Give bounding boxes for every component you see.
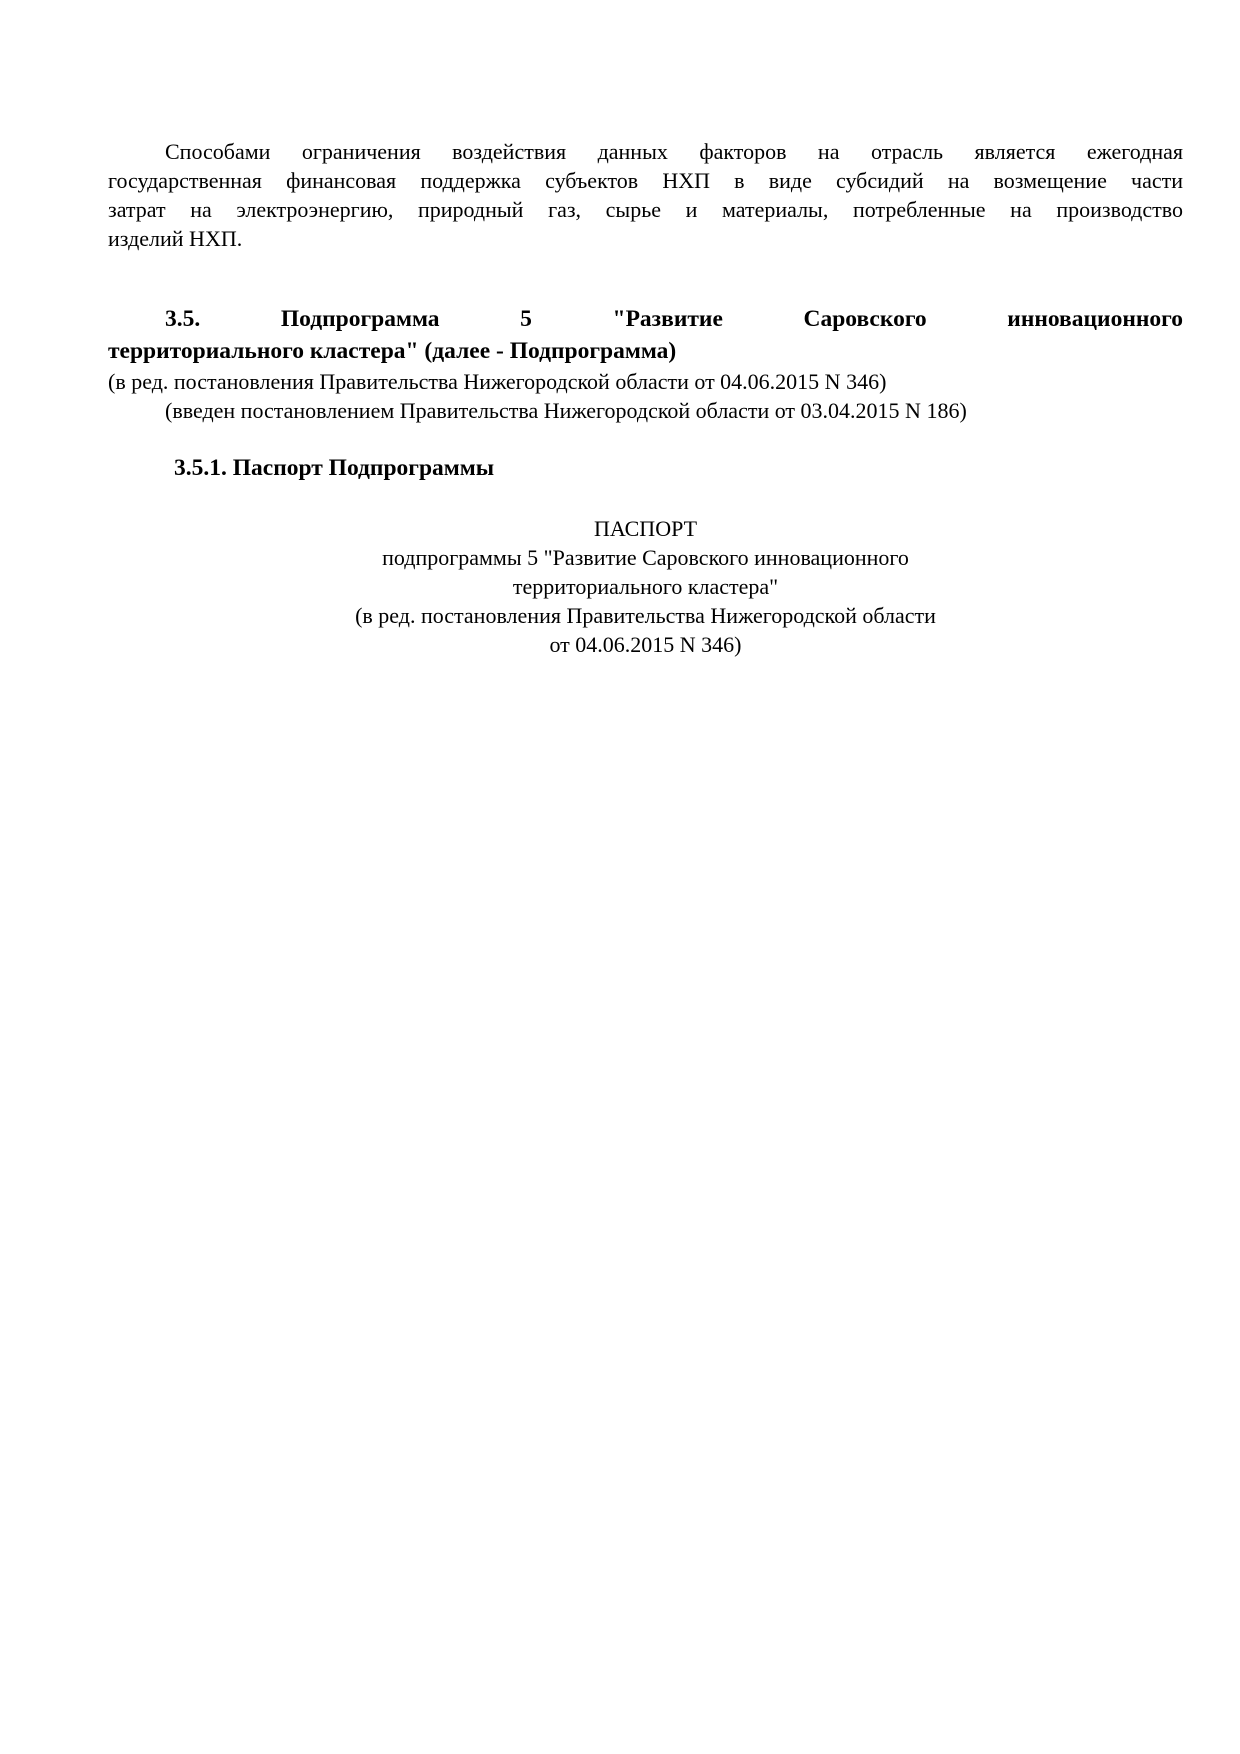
document-content: [0, 0, 1240, 659]
passport-subtitle-line-1: подпрограммы 5 "Развитие Саровского инновационного: [382, 545, 909, 570]
section-3-5-heading-line-2: территориального кластера" (далее - Подпрограмма): [108, 338, 677, 364]
intro-paragraph: [108, 137, 1183, 253]
passport-subtitle-line-2: территориального кластера": [512, 574, 779, 599]
section-3-5-1-heading: 3.5.1. Паспорт Подпрограммы: [174, 455, 495, 481]
section-3-5-heading: [108, 303, 1183, 367]
intro-paragraph-line-2: государственная финансовая поддержка субъектов НХП в виде субсидий на возмещение части: [108, 168, 1183, 193]
passport-title: ПАСПОРТ: [593, 516, 698, 541]
intro-paragraph-line-3: затрат на электроэнергию, природный газ, сырье и материалы, потребленные на производство: [108, 197, 1183, 222]
passport-block: [108, 514, 1183, 659]
section-3-5-heading-line-1: 3.5. Подпрограмма 5 "Развитие Саровского инновационного: [165, 306, 1183, 332]
passport-edit-note-line-1: (в ред. постановления Правительства Нижегородской области: [355, 603, 936, 628]
passport-edit-note-line-2: от 04.06.2015 N 346): [549, 632, 742, 657]
intro-paragraph-line-4: изделий НХП.: [108, 226, 243, 251]
introduced-note: (введен постановлением Правительства Нижегородской области от 03.04.2015 N 186): [165, 398, 967, 423]
edit-note: (в ред. постановления Правительства Нижегородской области от 04.06.2015 N 346): [108, 369, 887, 394]
intro-paragraph-line-1: Способами ограничения воздействия данных факторов на отрасль является ежегодная: [165, 139, 1183, 164]
